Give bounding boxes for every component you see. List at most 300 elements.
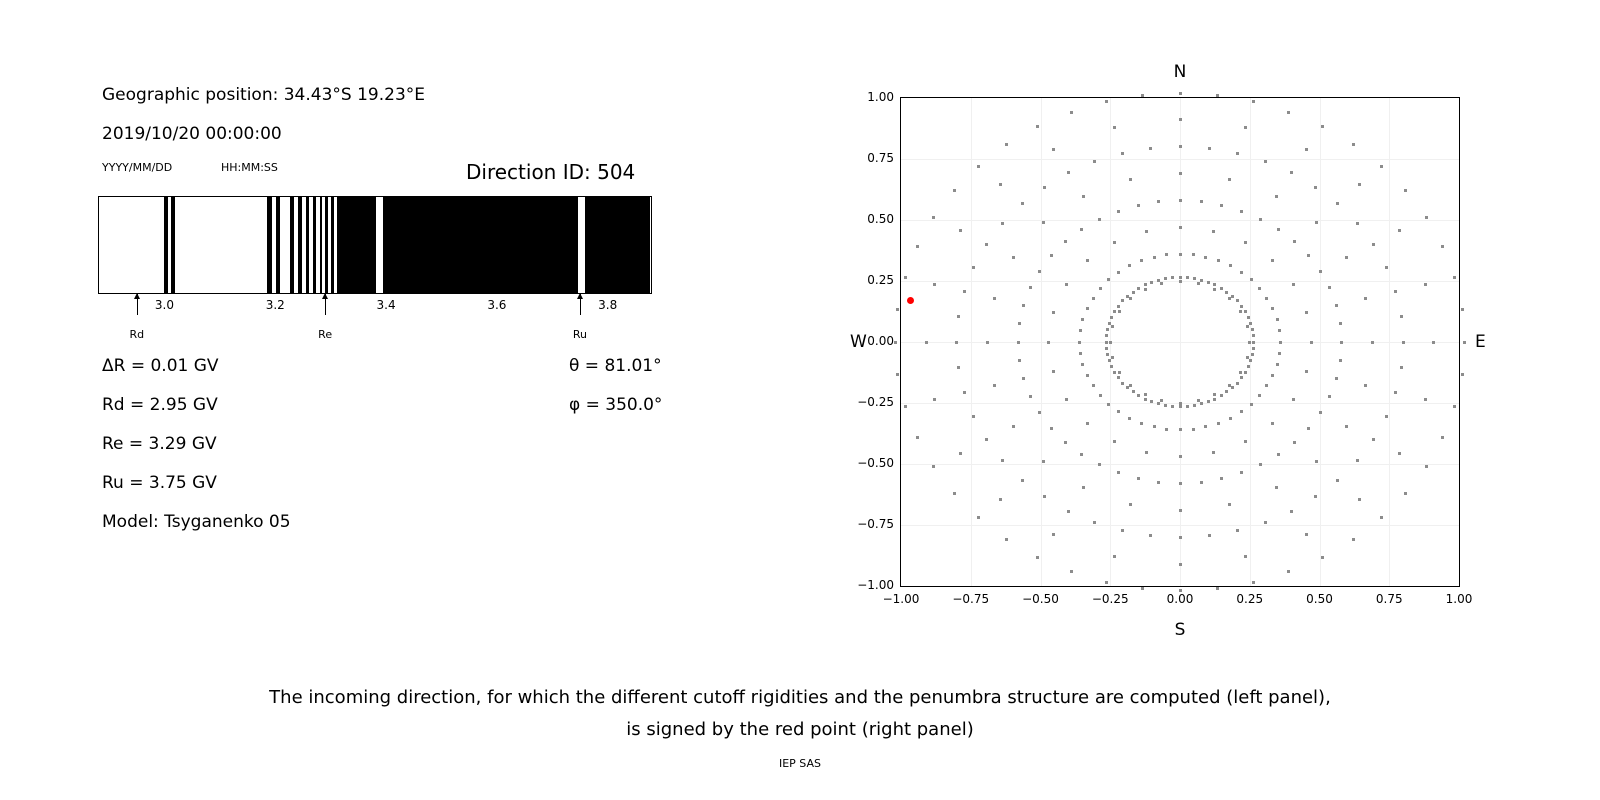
direction-point xyxy=(1118,371,1121,374)
direction-point xyxy=(1192,428,1195,431)
direction-point xyxy=(1216,94,1219,97)
direction-point xyxy=(1052,311,1055,314)
direction-point xyxy=(1213,393,1216,396)
direction-point xyxy=(932,465,935,468)
direction-point xyxy=(1290,510,1293,513)
direction-point xyxy=(1336,479,1339,482)
direction-point xyxy=(1220,477,1223,480)
direction-point xyxy=(1228,297,1231,300)
direction-point xyxy=(1271,307,1274,310)
footer-credit: IEP SAS xyxy=(778,757,822,770)
direction-point xyxy=(1217,422,1220,425)
direction-point xyxy=(1247,365,1250,368)
direction-point xyxy=(1029,286,1032,289)
direction-point xyxy=(1036,556,1039,559)
direction-point xyxy=(1081,318,1084,321)
direction-point xyxy=(985,438,988,441)
direction-point xyxy=(1271,374,1274,377)
direction-point xyxy=(1186,276,1189,279)
direction-point xyxy=(904,405,907,408)
direction-point xyxy=(1153,425,1156,428)
direction-point xyxy=(1240,305,1243,308)
direction-point xyxy=(1278,352,1281,355)
caption-line-1: The incoming direction, for which the different cutoff rigidities and the penumbra structure are computed (left panel), xyxy=(269,687,1331,708)
direction-point xyxy=(1064,441,1067,444)
direction-point xyxy=(1107,403,1110,406)
direction-point xyxy=(933,398,936,401)
direction-point xyxy=(1117,471,1120,474)
x-axis-tick-label: −0.25 xyxy=(1091,592,1129,606)
direction-point xyxy=(1149,534,1152,537)
direction-point xyxy=(1364,297,1367,300)
direction-point xyxy=(1193,404,1196,407)
rigidity-tick-label: 3.8 xyxy=(598,298,618,312)
direction-point xyxy=(1287,570,1290,573)
direction-point xyxy=(1244,126,1247,129)
y-axis-tick-label: −0.50 xyxy=(857,456,894,470)
direction-point xyxy=(1314,186,1317,189)
selected-direction-point[interactable] xyxy=(907,297,914,304)
direction-point xyxy=(1012,256,1015,259)
direction-point xyxy=(1179,280,1182,283)
direction-point xyxy=(1275,486,1278,489)
direction-point xyxy=(1216,587,1219,590)
direction-scatter-plot xyxy=(900,97,1460,587)
direction-point xyxy=(1229,264,1232,267)
direction-point xyxy=(957,315,960,318)
direction-point xyxy=(1336,202,1339,205)
direction-point xyxy=(1105,347,1108,350)
direction-point xyxy=(1425,216,1428,219)
direction-point xyxy=(957,366,960,369)
direction-point xyxy=(1213,283,1216,286)
direction-point xyxy=(1453,405,1456,408)
direction-point xyxy=(1394,290,1397,293)
direction-point xyxy=(1144,393,1147,396)
direction-point xyxy=(1385,415,1388,418)
direction-point xyxy=(1208,147,1211,150)
direction-point xyxy=(1157,402,1160,405)
direction-point xyxy=(1137,287,1140,290)
direction-point xyxy=(1093,160,1096,163)
direction-point xyxy=(1259,218,1262,221)
direction-point xyxy=(1287,111,1290,114)
direction-point xyxy=(1424,398,1427,401)
direction-point xyxy=(1192,253,1195,256)
direction-point xyxy=(1179,455,1182,458)
marker-label-re: Re xyxy=(318,328,333,341)
direction-point xyxy=(1129,297,1132,300)
y-axis-tick-label: −0.75 xyxy=(857,517,894,531)
penumbra-band xyxy=(325,197,328,293)
stat-model: Model: Tsyganenko 05 xyxy=(102,512,291,532)
y-axis-tick-label: −0.25 xyxy=(857,395,894,409)
direction-point xyxy=(1293,240,1296,243)
y-axis-tick-label: 0.75 xyxy=(867,151,894,165)
direction-point xyxy=(1113,440,1116,443)
direction-point xyxy=(1204,256,1207,259)
direction-point xyxy=(1018,322,1021,325)
direction-point xyxy=(1081,363,1084,366)
direction-point xyxy=(1314,495,1317,498)
direction-point xyxy=(1200,402,1203,405)
direction-point xyxy=(1394,391,1397,394)
direction-point xyxy=(1239,310,1242,313)
direction-point xyxy=(1247,316,1250,319)
rigidity-tick-label: 3.2 xyxy=(265,298,285,312)
direction-point xyxy=(1117,210,1120,213)
direction-point xyxy=(1080,228,1083,231)
direction-point xyxy=(1315,460,1318,463)
right-panel xyxy=(830,60,1530,660)
direction-point xyxy=(985,243,988,246)
direction-point xyxy=(1086,307,1089,310)
direction-point xyxy=(1305,148,1308,151)
direction-point xyxy=(1236,299,1239,302)
direction-point xyxy=(1345,256,1348,259)
y-axis-tick-label: 1.00 xyxy=(867,90,894,104)
direction-point xyxy=(1141,94,1144,97)
x-axis-tick-label: 1.00 xyxy=(1445,592,1473,606)
direction-point xyxy=(1339,322,1342,325)
direction-point xyxy=(1128,264,1131,267)
direction-point xyxy=(1105,100,1108,103)
direction-point xyxy=(953,189,956,192)
direction-point xyxy=(1364,384,1367,387)
direction-point xyxy=(1179,405,1182,408)
penumbra-band xyxy=(320,197,322,293)
direction-point xyxy=(1249,322,1252,325)
direction-point xyxy=(1038,411,1041,414)
direction-point xyxy=(1425,465,1428,468)
direction-point xyxy=(977,516,980,519)
direction-point xyxy=(1292,283,1295,286)
geographic-position-text: Geographic position: 34.43°S 19.23°E xyxy=(102,85,426,105)
direction-point xyxy=(904,276,907,279)
direction-point xyxy=(955,341,958,344)
direction-point xyxy=(1186,405,1189,408)
direction-point xyxy=(1402,341,1405,344)
direction-point xyxy=(1106,353,1109,356)
direction-point xyxy=(1252,100,1255,103)
direction-point xyxy=(1236,529,1239,532)
direction-point xyxy=(953,492,956,495)
direction-point xyxy=(1432,341,1435,344)
x-axis-tick-label: 0.00 xyxy=(1166,592,1194,606)
direction-point xyxy=(1319,411,1322,414)
direction-point xyxy=(1092,384,1095,387)
direction-point xyxy=(1047,341,1050,344)
direction-point xyxy=(963,290,966,293)
rigidity-tick-label: 3.6 xyxy=(487,298,507,312)
direction-point xyxy=(1220,394,1223,397)
direction-point xyxy=(1204,425,1207,428)
direction-point xyxy=(1012,425,1015,428)
direction-point xyxy=(1132,291,1135,294)
direction-point xyxy=(1225,390,1228,393)
direction-point xyxy=(1461,373,1464,376)
direction-point xyxy=(1067,171,1070,174)
direction-point xyxy=(1200,200,1203,203)
direction-point xyxy=(1113,126,1116,129)
date-format-label: YYYY/MM/DD xyxy=(102,161,173,174)
direction-point xyxy=(1157,481,1160,484)
direction-point xyxy=(896,373,899,376)
compass-north-label: N xyxy=(1173,62,1187,82)
direction-point xyxy=(999,498,1002,501)
direction-point xyxy=(1117,376,1120,379)
direction-point xyxy=(1372,243,1375,246)
direction-point xyxy=(1052,148,1055,151)
direction-point xyxy=(1197,399,1200,402)
direction-point xyxy=(1250,278,1253,281)
penumbra-band xyxy=(290,197,294,293)
gridline-horizontal xyxy=(901,525,1459,526)
direction-point xyxy=(1265,384,1268,387)
direction-point xyxy=(1121,299,1124,302)
direction-point xyxy=(1228,384,1231,387)
direction-point xyxy=(1149,147,1152,150)
direction-point xyxy=(1111,356,1114,359)
direction-point xyxy=(1113,310,1116,313)
direction-point xyxy=(932,216,935,219)
direction-point xyxy=(1307,254,1310,257)
direction-point xyxy=(1356,459,1359,462)
direction-point xyxy=(1441,245,1444,248)
direction-point xyxy=(1246,356,1249,359)
direction-point xyxy=(1328,286,1331,289)
direction-point xyxy=(1029,395,1032,398)
direction-point xyxy=(1340,341,1343,344)
direction-point xyxy=(1424,283,1427,286)
direction-point xyxy=(1137,394,1140,397)
direction-point xyxy=(1293,441,1296,444)
direction-point xyxy=(959,452,962,455)
direction-point xyxy=(1265,297,1268,300)
direction-point xyxy=(1276,363,1279,366)
stat-ru: Ru = 3.75 GV xyxy=(102,473,217,493)
direction-point xyxy=(1093,521,1096,524)
direction-point xyxy=(1228,178,1231,181)
direction-point xyxy=(1228,503,1231,506)
direction-point xyxy=(999,183,1002,186)
direction-point xyxy=(1240,376,1243,379)
direction-point xyxy=(1110,316,1113,319)
direction-point xyxy=(1110,365,1113,368)
direction-point xyxy=(1022,304,1025,307)
direction-point xyxy=(1258,394,1261,397)
direction-point xyxy=(1179,226,1182,229)
direction-point xyxy=(1328,395,1331,398)
direction-point xyxy=(1246,325,1249,328)
direction-point xyxy=(1236,382,1239,385)
x-axis-tick-label: 0.50 xyxy=(1306,592,1333,606)
direction-point xyxy=(1121,529,1124,532)
direction-point xyxy=(1082,195,1085,198)
direction-point xyxy=(1021,202,1024,205)
direction-point xyxy=(1145,451,1148,454)
direction-point xyxy=(1321,556,1324,559)
stat-delta-r: ΔR = 0.01 GV xyxy=(102,356,219,376)
direction-point xyxy=(1207,400,1210,403)
direction-point xyxy=(1244,310,1247,313)
direction-point xyxy=(1137,204,1140,207)
direction-point xyxy=(1404,189,1407,192)
direction-point xyxy=(1250,403,1253,406)
penumbra-bands-box xyxy=(98,196,652,294)
direction-point xyxy=(1165,253,1168,256)
direction-point xyxy=(993,384,996,387)
direction-point xyxy=(1179,428,1182,431)
direction-point xyxy=(1153,256,1156,259)
direction-point xyxy=(1121,382,1124,385)
direction-point xyxy=(1111,325,1114,328)
direction-point xyxy=(1179,199,1182,202)
direction-point xyxy=(1065,283,1068,286)
direction-point xyxy=(1105,581,1108,584)
direction-point xyxy=(1453,276,1456,279)
direction-point xyxy=(1252,347,1255,350)
direction-point xyxy=(1372,438,1375,441)
direction-point xyxy=(1275,195,1278,198)
penumbra-band xyxy=(585,197,650,293)
direction-point xyxy=(1144,283,1147,286)
rigidity-tick-label: 3.0 xyxy=(154,298,175,312)
direction-point xyxy=(1305,311,1308,314)
stat-re: Re = 3.29 GV xyxy=(102,434,217,454)
direction-point xyxy=(1160,399,1163,402)
x-axis-tick-label: 0.25 xyxy=(1236,592,1264,606)
direction-point xyxy=(1229,417,1232,420)
penumbra-axis xyxy=(98,294,652,354)
direction-point xyxy=(1067,510,1070,513)
direction-point xyxy=(1128,417,1131,420)
direction-point xyxy=(1231,386,1234,389)
direction-point xyxy=(993,297,996,300)
direction-point xyxy=(1080,453,1083,456)
rigidity-tick-label: 3.4 xyxy=(376,298,396,312)
direction-point xyxy=(1197,282,1200,285)
direction-point xyxy=(1217,259,1220,262)
direction-point xyxy=(1050,254,1053,257)
direction-point xyxy=(1179,276,1182,279)
penumbra-chart xyxy=(98,196,652,294)
direction-point xyxy=(1179,563,1182,566)
datetime-text: 2019/10/20 00:00:00 xyxy=(102,124,282,144)
direction-point xyxy=(1398,452,1401,455)
direction-point xyxy=(1259,463,1262,466)
direction-point xyxy=(1271,422,1274,425)
direction-point xyxy=(1310,341,1313,344)
direction-point xyxy=(1164,277,1167,280)
direction-point xyxy=(1352,143,1355,146)
direction-point xyxy=(1277,228,1280,231)
direction-point xyxy=(1200,279,1203,282)
direction-point xyxy=(1358,498,1361,501)
y-axis-tick-label: 0.00 xyxy=(867,334,894,348)
direction-point xyxy=(1240,471,1243,474)
direction-point xyxy=(1022,377,1025,380)
direction-point xyxy=(1179,253,1182,256)
penumbra-band xyxy=(267,197,272,293)
direction-point xyxy=(1352,538,1355,541)
gridline-horizontal xyxy=(901,159,1459,160)
direction-point xyxy=(1200,481,1203,484)
direction-point xyxy=(1385,266,1388,269)
direction-point xyxy=(1244,371,1247,374)
direction-point xyxy=(1252,334,1255,337)
penumbra-band xyxy=(298,197,302,293)
gridline-horizontal xyxy=(901,342,1459,343)
direction-point xyxy=(1319,270,1322,273)
direction-point xyxy=(1251,328,1254,331)
direction-point xyxy=(1117,271,1120,274)
direction-point xyxy=(986,341,989,344)
direction-point xyxy=(1251,353,1254,356)
direction-point xyxy=(1017,341,1020,344)
direction-point xyxy=(1001,459,1004,462)
direction-point xyxy=(1179,402,1182,405)
direction-point xyxy=(1086,374,1089,377)
direction-point xyxy=(1065,398,1068,401)
direction-point xyxy=(1239,371,1242,374)
direction-point xyxy=(1307,427,1310,430)
stat-theta: θ = 81.01° xyxy=(569,356,662,376)
marker-label-rd: Rd xyxy=(129,328,145,341)
direction-point xyxy=(1117,305,1120,308)
direction-point xyxy=(1236,152,1239,155)
direction-point xyxy=(1208,534,1211,537)
direction-point xyxy=(916,245,919,248)
direction-point xyxy=(1038,270,1041,273)
direction-point xyxy=(1121,152,1124,155)
compass-west-label: W xyxy=(850,332,867,352)
direction-point xyxy=(1461,308,1464,311)
direction-point xyxy=(1150,400,1153,403)
direction-point xyxy=(1252,341,1255,344)
y-axis-tick-label: −1.00 xyxy=(857,578,894,592)
direction-point xyxy=(1113,555,1116,558)
direction-point xyxy=(1400,315,1403,318)
direction-point xyxy=(1335,304,1338,307)
direction-point xyxy=(1099,287,1102,290)
direction-point xyxy=(1179,536,1182,539)
direction-point xyxy=(1441,436,1444,439)
direction-point xyxy=(1070,111,1073,114)
direction-point xyxy=(933,283,936,286)
direction-point xyxy=(925,341,928,344)
direction-point xyxy=(1018,359,1021,362)
marker-arrow-re-icon xyxy=(325,293,326,315)
direction-point xyxy=(1371,341,1374,344)
compass-south-label: S xyxy=(1174,620,1186,640)
direction-point xyxy=(1118,310,1121,313)
direction-point xyxy=(1132,390,1135,393)
direction-point xyxy=(1356,222,1359,225)
direction-point xyxy=(1179,482,1182,485)
direction-point xyxy=(1380,516,1383,519)
direction-point xyxy=(1179,92,1182,95)
direction-point xyxy=(1212,451,1215,454)
direction-point xyxy=(1404,492,1407,495)
direction-point xyxy=(1144,398,1147,401)
direction-point xyxy=(1157,200,1160,203)
direction-point xyxy=(1079,352,1082,355)
penumbra-band xyxy=(171,197,175,293)
direction-point xyxy=(1335,377,1338,380)
direction-point xyxy=(1105,334,1108,337)
direction-point xyxy=(1213,288,1216,291)
